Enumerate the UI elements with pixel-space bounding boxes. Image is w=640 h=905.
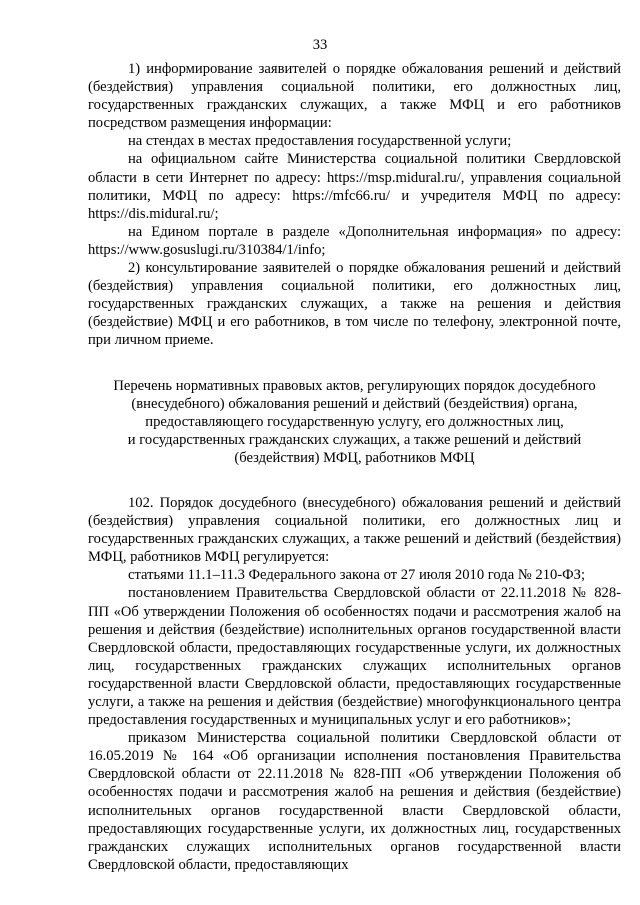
paragraph-official-site: на официальном сайте Министерства социальной политики Свердловской области в сети Интернет по адресу: https://msp.midural.ru/, управления социальной политики, МФЦ по адресу: https://mfc66.ru/ и учредителя МФЦ по адресу: https://dis.midural.ru/; bbox=[88, 151, 621, 222]
paragraph-consulting: 2) консультирование заявителей о порядке обжалования решений и действий (бездействия) управления социальной политики, его должностных лиц, государственных гражданских служащих, а также на решения и действия (бездействие) МФЦ и его работников, в том числе по телефону, электронной почте, при личном приеме. bbox=[88, 260, 621, 349]
page-number: 33 bbox=[312, 37, 328, 53]
heading-line: предоставляющего государственную услугу, его должностных лиц, bbox=[145, 413, 564, 430]
paragraph-ministry-order: приказом Министерства социальной политики Свердловской области от 16.05.2019 № 164 «Об организации исполнения постановления Правительства Свердловской области от 22.11.2018 № 828-ПП «Об утверждении Положения об особенностях подачи и рассмотрения жалоб на решения и действия (бездействие) исполнительных органов государственной власти Свердловской области, предоставляющих государственные услуги, их должностных лиц, государственных гражданских служащих исполнительных органов государственной власти Свердловской области, предоставляющих bbox=[88, 730, 621, 873]
heading-line: (внесудебного) обжалования решений и действий (бездействия) органа, bbox=[131, 395, 578, 412]
paragraph-102: 102. Порядок досудебного (внесудебного) обжалования решений и действий (бездействия) управления социальной политики, его должностных лиц и государственных гражданских служащих, а также решений и действий (бездействия) МФЦ, работников МФЦ регулируется: bbox=[88, 494, 621, 566]
paragraph-federal-law: статьями 11.1–11.3 Федерального закона от 27 июля 2010 года № 210-ФЗ; bbox=[128, 567, 586, 584]
heading-line: (бездействия) МФЦ, работников МФЦ bbox=[234, 449, 475, 466]
paragraph-unified-portal: на Едином портале в разделе «Дополнительная информация» по адресу: https://www.gosuslugi.ru/310384/1/info; bbox=[88, 223, 621, 258]
heading-line: и государственных гражданских служащих, а также решений и действий bbox=[127, 431, 582, 448]
paragraph-inform-applicants: 1) информирование заявителей о порядке обжалования решений и действий (бездействия) управления социальной политики, его должностных лиц, государственных гражданских служащих, а также МФЦ и его работников посредством размещения информации: bbox=[88, 61, 621, 132]
document-body bbox=[88, 60, 621, 874]
paragraph-stands: на стендах в местах предоставления государственной услуги; bbox=[128, 133, 512, 150]
paragraph-government-decree: постановлением Правительства Свердловской области от 22.11.2018 № 828-ПП «Об утверждении Положения об особенностях подачи и рассмотрения жалоб на решения и действия (бездействие) исполнительных органов государственной власти Свердловской области, предоставляющих государственные услуги, их должностных лиц, государственных гражданских служащих исполнительных органов государственной власти Свердловской области, предоставляющих государственные услуги, а также на решения и действия (бездействие) многофункционального центра предоставления государственных и муниципальных услуг и его работников»; bbox=[88, 585, 621, 729]
heading-line: Перечень нормативных правовых актов, регулирующих порядок досудебного bbox=[113, 377, 596, 394]
section-heading bbox=[88, 377, 621, 467]
